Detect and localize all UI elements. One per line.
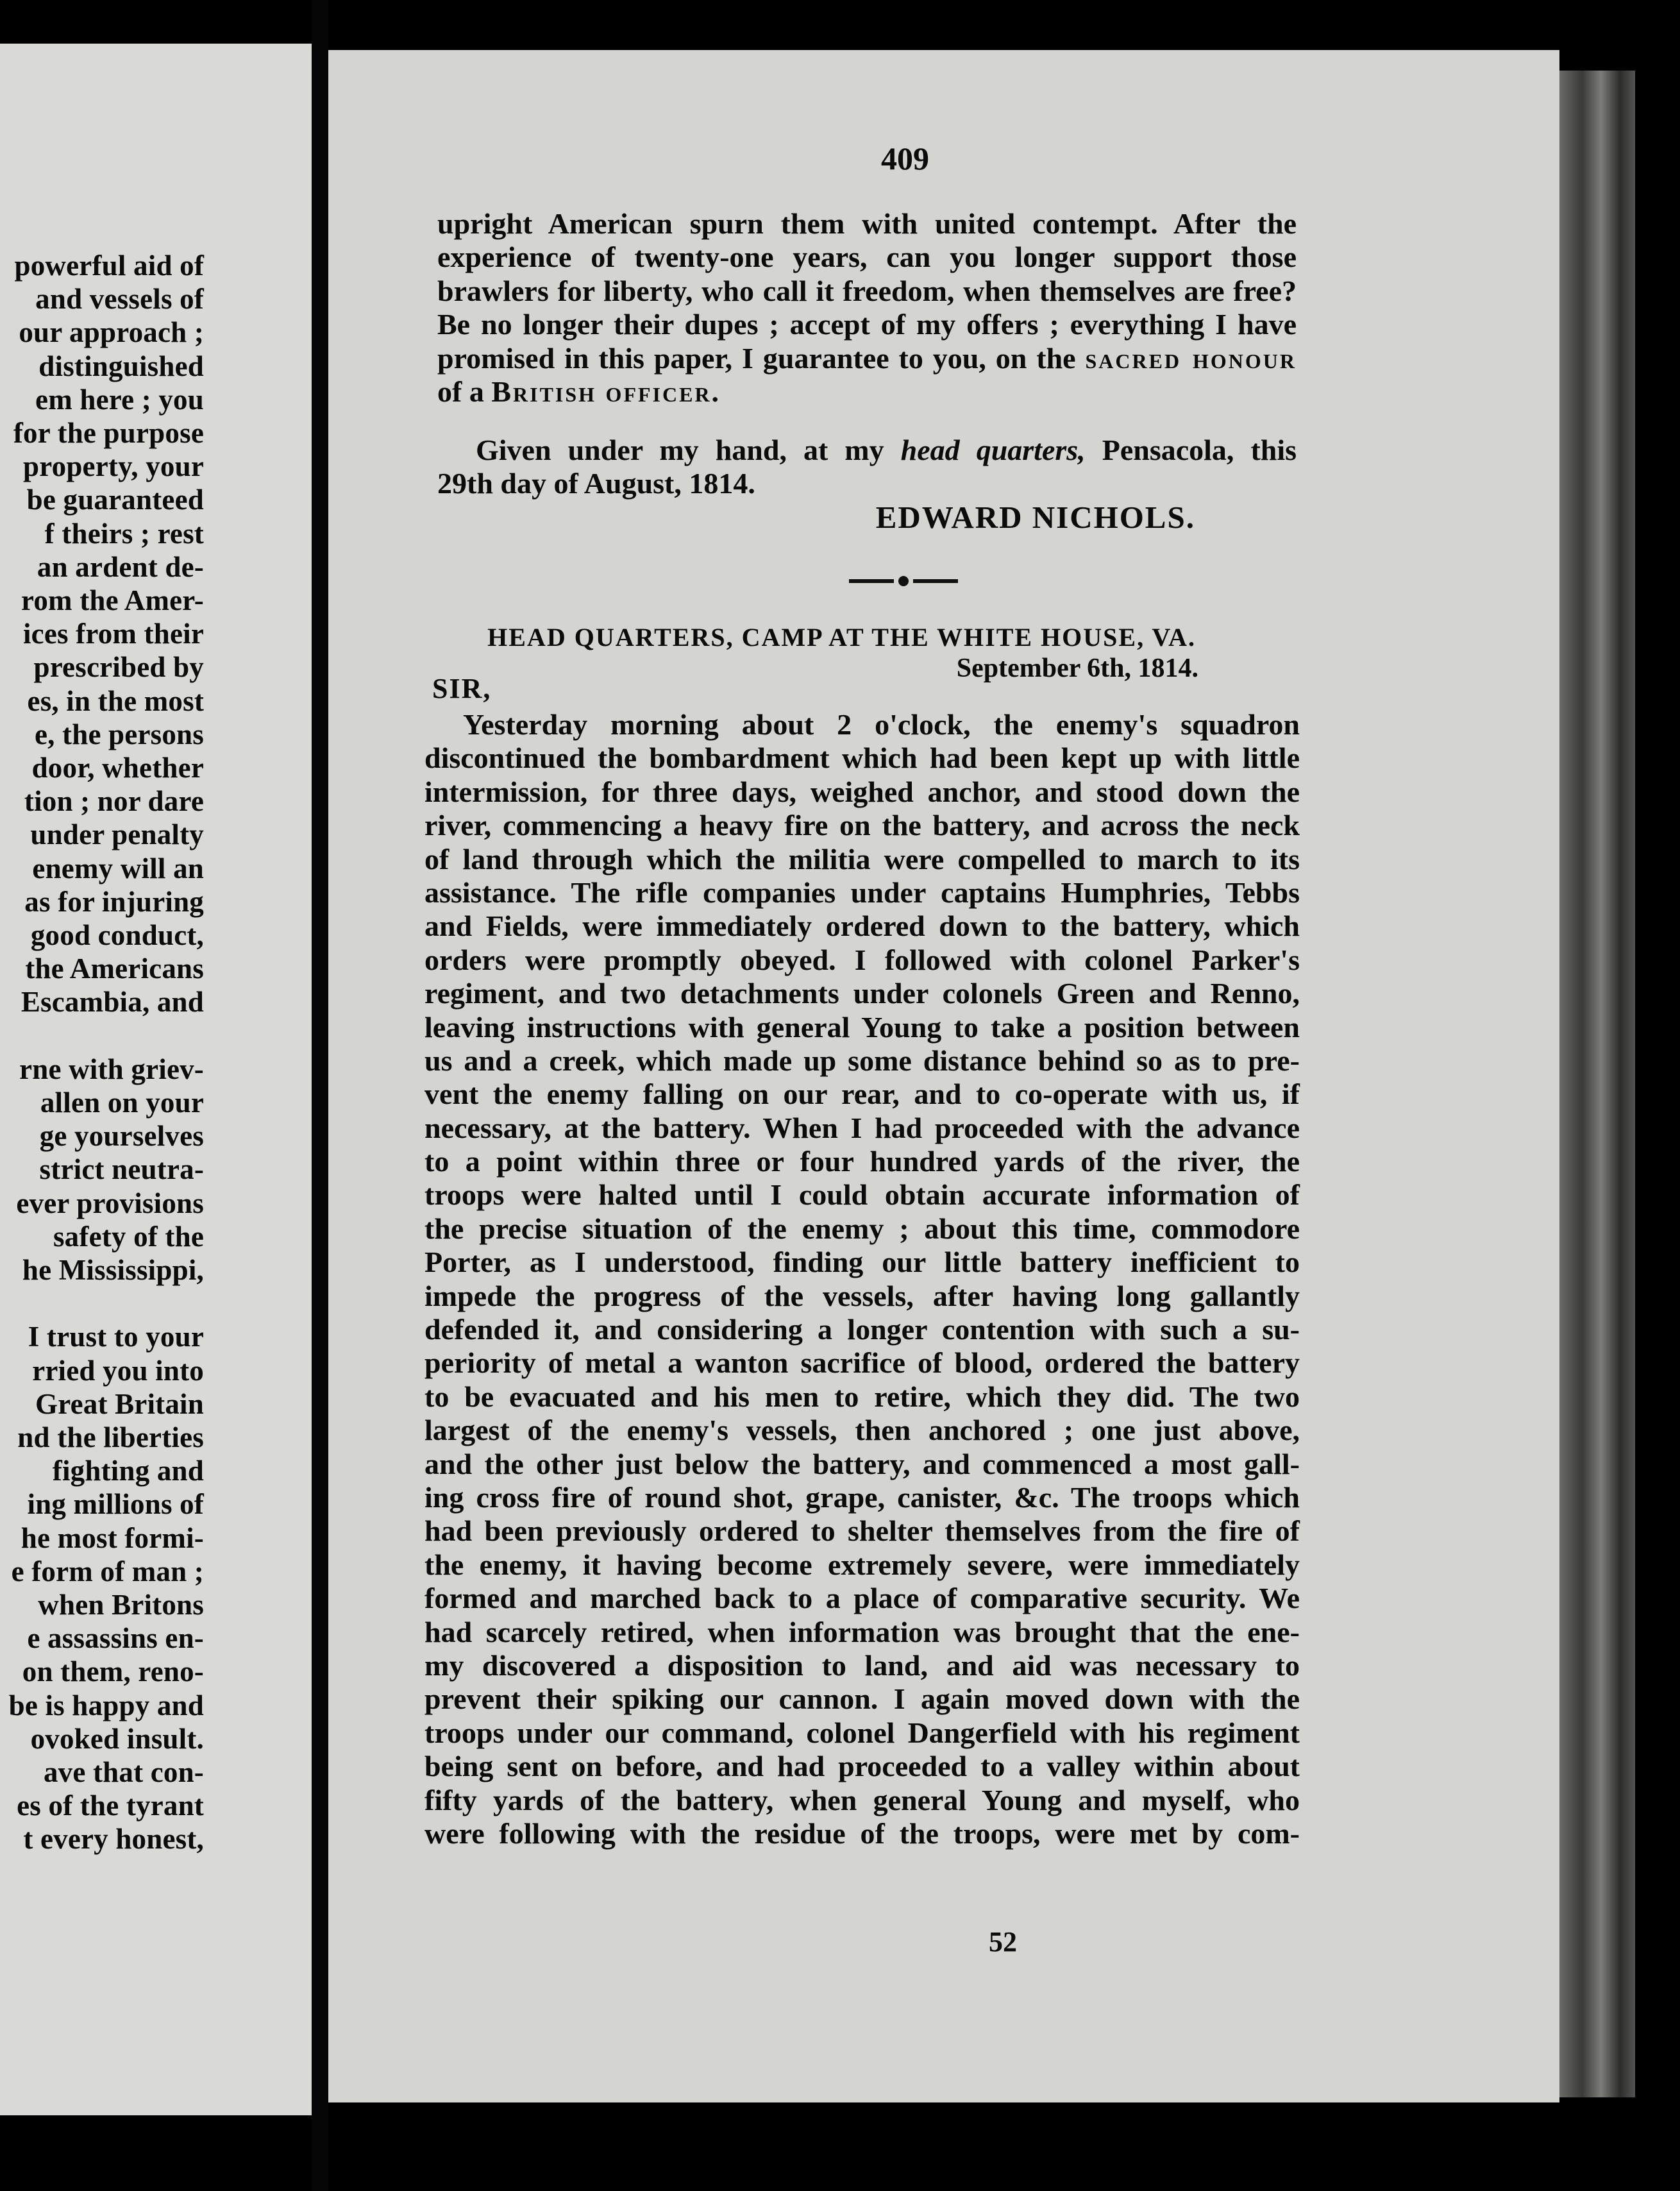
letter-line: us and a creek, which made up some distance behind so as to pre- — [424, 1044, 1300, 1077]
left-text-line: prescribed by — [33, 651, 204, 684]
left-text-line: rried you into — [32, 1354, 204, 1387]
left-text-line: e assassins en- — [27, 1622, 204, 1655]
text-line: Given under my hand, at my head quarters, Pensacola, this — [476, 434, 1297, 466]
left-text-line: door, whether — [31, 752, 204, 784]
proclamation-text — [437, 207, 1297, 409]
letter-line: to a point within three or four hundred yards of the river, the — [424, 1145, 1300, 1178]
left-text-line: he Mississippi, — [22, 1254, 204, 1286]
letter-line: regiment, and two detachments under colonels Green and Renno, — [424, 977, 1300, 1010]
letter-line: had been previously ordered to shelter themselves from the fire of — [424, 1514, 1300, 1548]
letter-body — [424, 708, 1300, 1850]
left-text-line: enemy will an — [32, 852, 204, 884]
left-text-line: ing millions of — [27, 1488, 204, 1521]
page-edges — [1559, 71, 1635, 2097]
left-text-line: e, the persons — [34, 718, 204, 750]
text-line: of a British officer. — [437, 375, 721, 408]
sacred-honour: sacred honour — [1085, 341, 1297, 375]
letter-line: periority of metal a wanton sacrifice of blood, ordered the battery — [424, 1346, 1300, 1380]
left-text-line: Escambia, and — [21, 986, 204, 1019]
letter-heading: HEAD QUARTERS, CAMP AT THE WHITE HOUSE, VA. — [487, 623, 1196, 652]
left-text-line: good conduct, — [30, 919, 204, 951]
left-text-line: ave that con- — [43, 1756, 204, 1788]
text-line: Be no longer their dupes ; accept of my offers ; everything I have — [437, 308, 1297, 341]
left-text-line: tion ; nor dare — [24, 785, 204, 818]
text-line: experience of twenty-one years, can you longer support those — [437, 241, 1297, 274]
left-text-line: the Americans — [25, 952, 204, 985]
left-text-line: rne with griev- — [19, 1053, 204, 1085]
letter-line: intermission, for three days, weighed anchor, and stood down the — [424, 775, 1300, 808]
left-text-line: for the purpose — [13, 417, 204, 449]
letter-line: had scarcely retired, when information was brought that the ene- — [424, 1615, 1300, 1648]
left-text-line: strict neutra- — [39, 1153, 204, 1186]
left-text-line: an ardent de- — [37, 550, 204, 583]
left-text-line: es, in the most — [27, 684, 204, 717]
left-text-line: ge yourselves — [39, 1120, 204, 1153]
letter-line: Porter, as I understood, finding our little battery inefficient to — [424, 1246, 1300, 1279]
left-text-line: on them, reno- — [22, 1655, 204, 1688]
signature: EDWARD NICHOLS. — [875, 500, 1195, 535]
british-officer: British officer. — [491, 375, 721, 408]
left-text-line: Great Britain — [35, 1387, 204, 1420]
letter-line: troops under our command, colonel Dangerfield with his regiment — [424, 1716, 1300, 1749]
left-text-line: he most formi- — [21, 1521, 204, 1554]
given-under-hand — [437, 434, 1297, 501]
letter-line: largest of the enemy's vessels, then anchored ; one just above, — [424, 1414, 1300, 1447]
left-text-line: allen on your — [40, 1087, 204, 1119]
letter-line: troops were halted until I could obtain accurate information of — [424, 1178, 1300, 1212]
left-text-line: be guaranteed — [26, 484, 204, 516]
left-text-line: fighting and — [52, 1455, 204, 1487]
left-text-line: em here ; you — [35, 383, 204, 416]
left-text-line: I trust to your — [28, 1321, 204, 1353]
letter-line: the precise situation of the enemy ; about this time, commodore — [424, 1212, 1300, 1245]
page-number: 409 — [881, 140, 929, 176]
left-text-line: ovoked insult. — [30, 1722, 204, 1755]
ornament-rule — [849, 575, 958, 588]
left-text-line: ices from their — [22, 618, 204, 650]
text-line: promised in this paper, I guarantee to you, on the sacred honour — [437, 341, 1297, 375]
letter-line: were following with the residue of the troops, were met by com- — [424, 1816, 1300, 1850]
letter-line: and Fields, were immediately ordered down to the battery, which — [424, 909, 1300, 943]
letter-line: necessary, at the battery. When I had proceeded with the advance — [424, 1111, 1300, 1144]
left-text-line: property, your — [23, 450, 204, 483]
letter-date: September 6th, 1814. — [956, 654, 1198, 683]
letter-line: and the other just below the battery, and commenced a most gall- — [424, 1447, 1300, 1480]
left-text-line: nd the liberties — [17, 1421, 204, 1453]
left-text-line: when Britons — [38, 1589, 204, 1621]
letter-line: leaving instructions with general Young to take a position between — [424, 1010, 1300, 1044]
salutation: SIR, — [432, 673, 492, 704]
letter-line: being sent on before, and had proceeded to a valley within about — [424, 1750, 1300, 1783]
left-text-line: our approach ; — [19, 316, 204, 349]
left-page — [0, 44, 312, 2115]
right-page — [328, 50, 1559, 2102]
letter-line: fifty yards of the battery, when general Young and myself, who — [424, 1783, 1300, 1816]
left-text-line: be is happy and — [8, 1689, 204, 1722]
left-text-line: ever provisions — [16, 1187, 204, 1219]
letter-line: ing cross fire of round shot, grape, canister, &c. The troops which — [424, 1480, 1300, 1514]
letter-line: Yesterday morning about 2 o'clock, the enemy's squadron — [463, 708, 1300, 741]
left-text-line: safety of the — [53, 1220, 204, 1253]
left-text-line: as for injuring — [24, 885, 204, 918]
letter-line: formed and marched back to a place of comparative security. We — [424, 1582, 1300, 1615]
letter-line: to be evacuated and his men to retire, which they did. The two — [424, 1380, 1300, 1413]
letter-line: the enemy, it having become extremely severe, were immediately — [424, 1548, 1300, 1581]
left-text-line: distinguished — [38, 350, 204, 382]
letter-line: vent the enemy falling on our rear, and to co-operate with us, if — [424, 1078, 1300, 1111]
letter-line: discontinued the bombardment which had been kept up with little — [424, 741, 1300, 775]
letter-line: assistance. The rifle companies under captains Humphries, Tebbs — [424, 876, 1300, 909]
left-text-line: rom the Amer- — [21, 584, 204, 616]
letter-line: orders were promptly obeyed. I followed with colonel Parker's — [424, 943, 1300, 976]
left-text-line: e form of man ; — [11, 1555, 204, 1587]
text-line: brawlers for liberty, who call it freedom, when themselves are free? — [437, 274, 1297, 307]
left-text-line: t every honest, — [23, 1823, 204, 1856]
letter-line: my discovered a disposition to land, and aid was necessary to — [424, 1648, 1300, 1682]
letter-line: prevent their spiking our cannon. I again moved down with the — [424, 1682, 1300, 1716]
left-text-line: under penalty — [30, 818, 204, 851]
letter-line: impede the progress of the vessels, after having long gallantly — [424, 1279, 1300, 1312]
left-text-line: es of the tyrant — [17, 1789, 204, 1822]
left-text-line: f theirs ; rest — [44, 517, 204, 550]
left-text-line: and vessels of — [35, 283, 204, 316]
signature-mark: 52 — [989, 1926, 1017, 1958]
letter-line: river, commencing a heavy fire on the battery, and across the neck — [424, 809, 1300, 842]
text-line: upright American spurn them with united contempt. After the — [437, 207, 1297, 240]
letter-line: defended it, and considering a longer contention with such a su- — [424, 1313, 1300, 1346]
book-gutter — [312, 0, 328, 2191]
letter-line: of land through which the militia were compelled to march to its — [424, 842, 1300, 876]
left-text-line: powerful aid of — [14, 250, 204, 282]
text-line: 29th day of August, 1814. — [437, 467, 755, 500]
